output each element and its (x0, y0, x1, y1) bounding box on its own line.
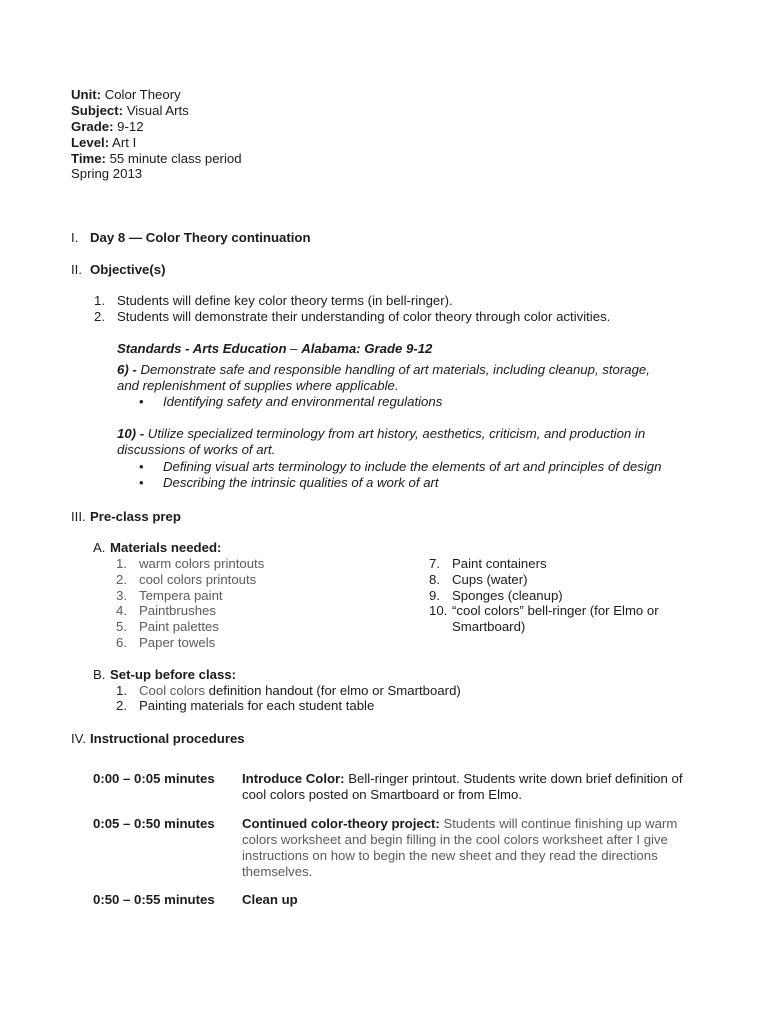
material-item: 7. Paint containers (429, 556, 547, 571)
procedure-description: Continued color-theory project: Students will continue finishing up warm colors worksheet and begin filling in the cool colors worksheet after I give instructions on how to begin the new sheet and they read the directions themselves. (242, 816, 678, 879)
objective-item: 1. Students will define key color theory terms (in bell-ringer). (94, 293, 453, 308)
grade-label: Grade: (71, 119, 114, 134)
material-item: 2. cool colors printouts (116, 572, 257, 587)
material-item: 3. Tempera paint (116, 588, 223, 603)
section-3-title: Pre-class prep (90, 509, 181, 524)
procedure-time: 0:05 – 0:50 minutes (93, 816, 215, 831)
section-1-numeral: I. (71, 230, 79, 245)
procedure-time: 0:00 – 0:05 minutes (93, 771, 215, 786)
section-1-title: Day 8 — Color Theory continuation (90, 230, 311, 245)
material-item: 1. warm colors printouts (116, 556, 265, 571)
section-4-title: Instructional procedures (90, 731, 245, 746)
subject-line (71, 103, 189, 119)
level-line (71, 135, 136, 151)
standard-6-line-2: and replenishment of supplies where applicable. (117, 378, 399, 393)
material-item: 9. Sponges (cleanup) (429, 588, 563, 603)
setup-item: 1. Cool colors definition handout (for elmo or Smartboard) (116, 683, 461, 698)
procedure-description: Introduce Color: Bell-ringer printout. Students write down brief definition of cool colors posted on Smartboard or from Elmo. (242, 771, 683, 802)
standard-10-line-2: discussions of works of art. (117, 442, 276, 457)
term-line: Spring 2013 (71, 166, 143, 181)
section-2-numeral: II. (71, 262, 82, 277)
procedure-description: Clean up (242, 892, 298, 907)
time-value: 55 minute class period (105, 151, 242, 166)
subject-label: Subject: (71, 103, 124, 118)
standard-10-line-1: 10) - Utilize specialized terminology from art history, aesthetics, criticism, and production in (117, 426, 646, 441)
standard-6-bullet: • Identifying safety and environmental regulations (139, 394, 443, 409)
unit-label: Unit: (71, 87, 102, 102)
time-label: Time: (71, 151, 106, 166)
level-value: Art I (109, 135, 137, 150)
subsection-b-title: Set-up before class: (110, 667, 237, 682)
subsection-a-title: Materials needed: (110, 540, 222, 555)
subsection-a-letter: A. (93, 540, 106, 555)
section-4-numeral: IV. (71, 731, 86, 746)
time-line (71, 151, 242, 167)
unit-value: Color Theory (101, 87, 181, 102)
procedure-time: 0:50 – 0:55 minutes (93, 892, 215, 907)
level-label: Level: (71, 135, 110, 150)
section-3-numeral: III. (71, 509, 86, 524)
grade-line (71, 119, 144, 135)
setup-item: 2. Painting materials for each student table (116, 698, 375, 713)
subject-value: Visual Arts (123, 103, 189, 118)
material-item: 10. “cool colors” bell-ringer (for Elmo or (429, 603, 659, 618)
objective-item: 2. Students will demonstrate their understanding of color theory through color activities. (94, 309, 611, 324)
standard-10-bullet: • Describing the intrinsic qualities of a work of art (139, 475, 439, 490)
subsection-b-letter: B. (93, 667, 106, 682)
unit-line (71, 87, 181, 103)
material-item-continuation: Smartboard) (452, 619, 526, 634)
material-item: 6. Paper towels (116, 635, 216, 650)
material-item: 4. Paintbrushes (116, 603, 216, 618)
standard-10-bullet: • Defining visual arts terminology to include the elements of art and principles of design (139, 459, 662, 474)
standards-heading: Standards - Arts Education – Alabama: Grade 9-12 (117, 341, 433, 356)
section-2-title: Objective(s) (90, 262, 166, 277)
material-item: 5. Paint palettes (116, 619, 219, 634)
grade-value: 9-12 (113, 119, 144, 134)
standard-6-line-1: 6) - Demonstrate safe and responsible handling of art materials, including cleanup, storage, (117, 362, 650, 377)
material-item: 8. Cups (water) (429, 572, 528, 587)
